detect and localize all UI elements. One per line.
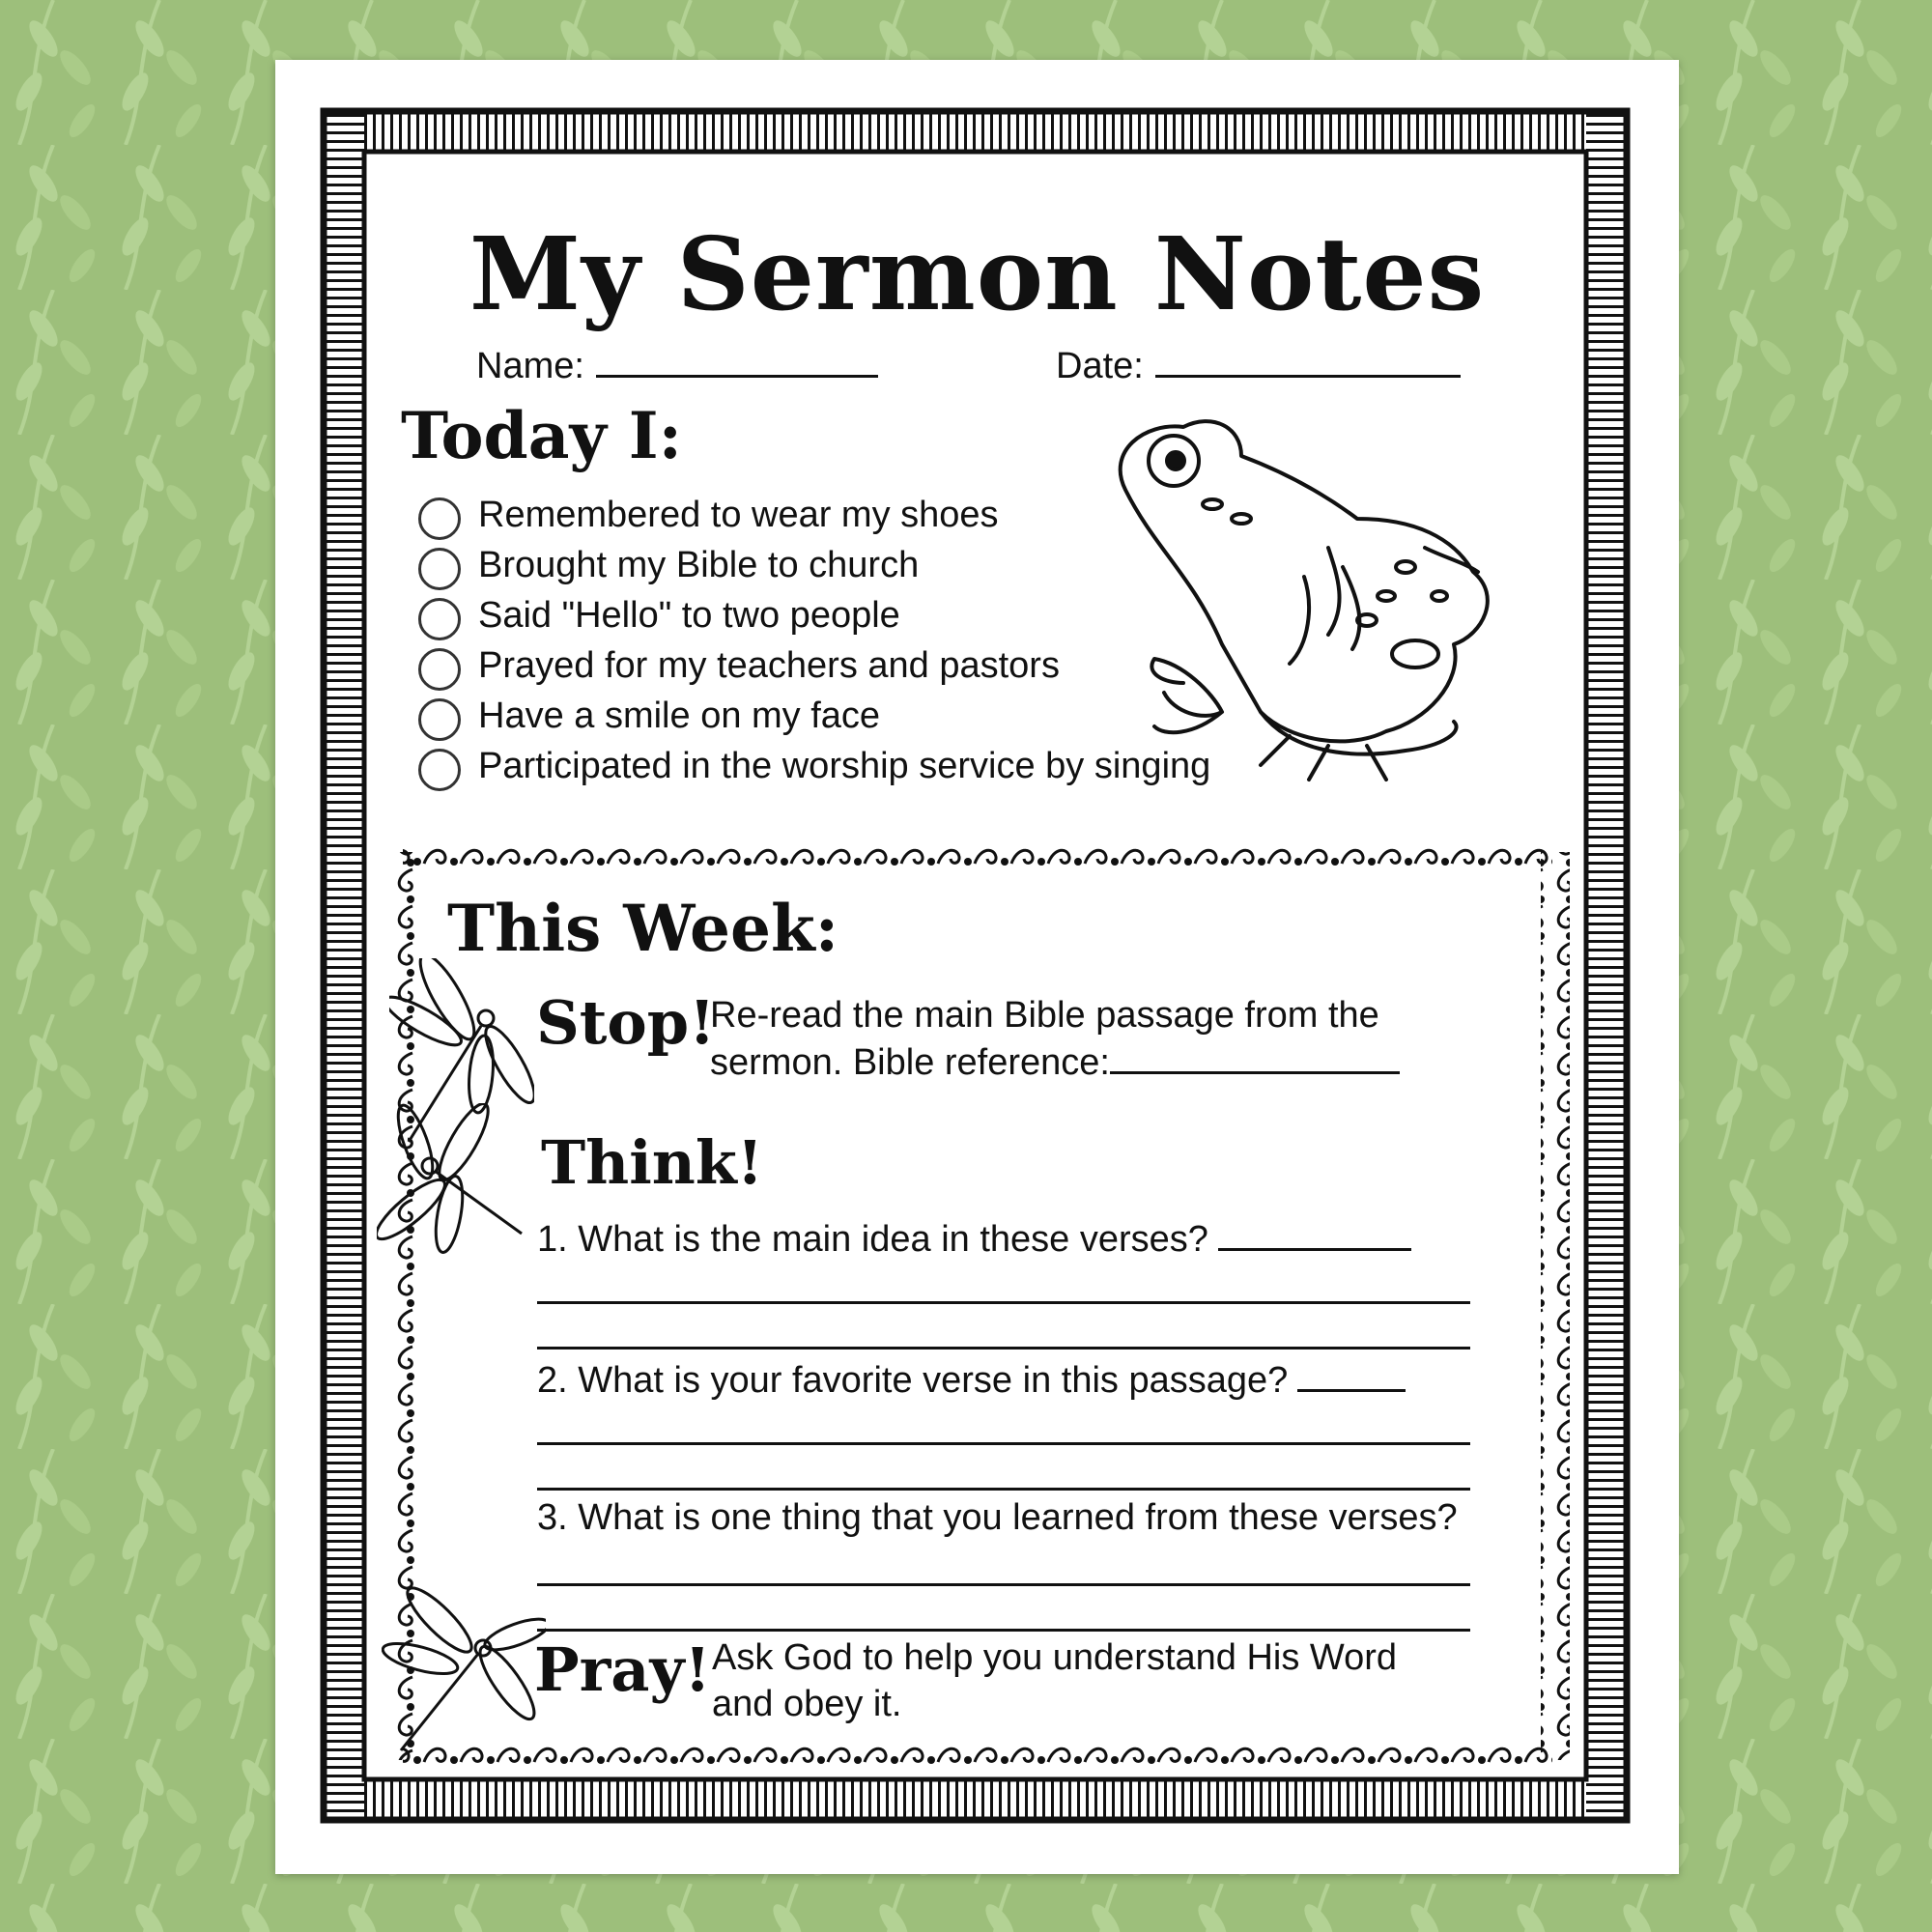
- name-label: Name:: [476, 346, 584, 386]
- pray-text: Ask God to help you understand His Word and obey it.: [712, 1637, 1398, 1724]
- stop-label: Stop!: [536, 987, 716, 1058]
- list-item[interactable]: Have a smile on my face: [418, 691, 1210, 741]
- question-1: 1. What is the main idea in these verses?: [537, 1215, 1411, 1261]
- answer-line[interactable]: [537, 1488, 1470, 1491]
- today-checklist: [418, 490, 1210, 791]
- question-3: 3. What is one thing that you learned from these verses?: [537, 1497, 1458, 1538]
- checkbox-circle[interactable]: [418, 598, 461, 640]
- dragonfly-icon: [382, 1586, 546, 1760]
- list-item[interactable]: Prayed for my teachers and pastors: [418, 640, 1210, 691]
- list-item[interactable]: Participated in the worship service by singing: [418, 741, 1210, 791]
- name-line[interactable]: [596, 342, 878, 378]
- stop-text: Re-read the main Bible passage from the sermon. Bible reference:: [710, 992, 1400, 1086]
- answer-line[interactable]: [1218, 1215, 1411, 1251]
- answer-line[interactable]: [537, 1301, 1470, 1304]
- date-line[interactable]: [1155, 342, 1461, 378]
- checkbox-circle[interactable]: [418, 648, 461, 691]
- checkbox-circle[interactable]: [418, 749, 461, 791]
- checkbox-circle[interactable]: [418, 497, 461, 540]
- list-item[interactable]: Remembered to wear my shoes: [418, 490, 1210, 540]
- page-title: My Sermon Notes: [469, 214, 1486, 333]
- date-label: Date:: [1056, 346, 1144, 386]
- today-heading: Today I:: [401, 398, 683, 473]
- list-item[interactable]: Said "Hello" to two people: [418, 590, 1210, 640]
- this-week-heading: This Week:: [447, 891, 839, 966]
- bible-reference-line[interactable]: [1110, 1038, 1400, 1074]
- answer-line[interactable]: [537, 1347, 1470, 1350]
- list-item[interactable]: Brought my Bible to church: [418, 540, 1210, 590]
- date-field[interactable]: [1056, 342, 1461, 387]
- answer-line[interactable]: [537, 1629, 1470, 1632]
- dragonfly-icon: [377, 1103, 541, 1277]
- name-field[interactable]: [476, 342, 878, 387]
- frog-illustration: [1096, 403, 1560, 809]
- answer-line[interactable]: [537, 1442, 1470, 1445]
- answer-line[interactable]: [1297, 1356, 1406, 1392]
- pray-label: Pray!: [534, 1634, 711, 1705]
- worksheet-paper: [275, 60, 1679, 1874]
- answer-line[interactable]: [537, 1583, 1470, 1586]
- checkbox-circle[interactable]: [418, 548, 461, 590]
- think-label: Think!: [541, 1127, 764, 1198]
- question-2: 2. What is your favorite verse in this passage?: [537, 1356, 1406, 1402]
- checkbox-circle[interactable]: [418, 698, 461, 741]
